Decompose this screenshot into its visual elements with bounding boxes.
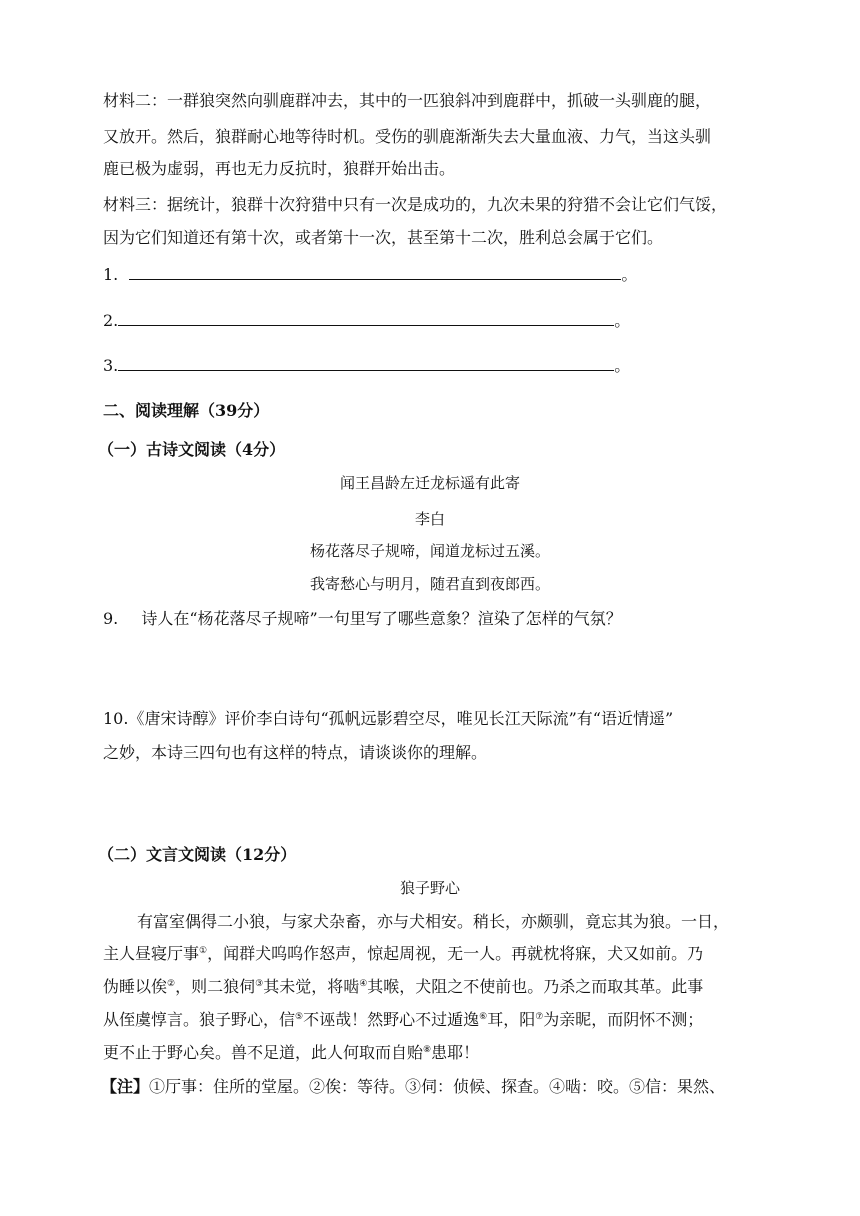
footnote-marker: ③ (255, 979, 264, 989)
answer-line-2 (103, 311, 630, 331)
poem-line: 杨花落尽子规啼，闻道龙标过五溪。 (309, 542, 550, 560)
question-number: 9. (103, 609, 119, 628)
answer-line-3 (103, 356, 630, 376)
answer-number: 3. (103, 356, 119, 375)
text-run: 患耶！ (431, 1043, 480, 1062)
footnote-marker: ⑦ (535, 1012, 544, 1022)
text-run: 从侄虞惇言。狼子野心，信 (103, 1010, 296, 1029)
answer-end: 。 (621, 265, 638, 284)
footnote-marker: ⑧ (423, 1045, 432, 1055)
text-run: 伪睡以俟 (103, 977, 168, 996)
classical-text-line: 有富室偶得二小狼，与家犬杂畜，亦与犬相安。稍长，亦颇驯，竟忘其为狼。一日， (137, 912, 730, 931)
text-run: 耳，阳 (487, 1010, 536, 1029)
classical-text-title: 狼子野心 (399, 879, 460, 897)
question-10-line1: 10.《唐宋诗醇》评价李白诗句“孤帆远影碧空尽，唯见长江天际流”有“语近情遥” (103, 709, 674, 728)
text-run: 其未觉，将啮 (263, 977, 360, 996)
text-run: ，则二狼伺 (175, 977, 256, 996)
classical-text-line (103, 977, 703, 997)
footnote-marker: ⑤ (295, 1012, 304, 1022)
text-run: 其喉，犬阻之不使前也。乃杀之而取其革。此事 (367, 977, 704, 996)
text-run: 不诬哉！然野心不过遁逸 (303, 1010, 480, 1029)
answer-end: 。 (614, 356, 631, 375)
material2-line1: 材料二：一群狼突然向驯鹿群冲去，其中的一匹狼斜冲到鹿群中，抓破一头驯鹿的腿， (103, 91, 712, 110)
answer-number: 1. (103, 265, 119, 284)
footnote-line (101, 1077, 725, 1097)
answer-blank[interactable] (129, 265, 621, 280)
material2-line3: 鹿已极为虚弱，再也无力反抗时，狼群开始出击。 (103, 159, 456, 178)
material2-line2: 又放开。然后，狼群耐心地等待时机。受伤的驯鹿渐渐失去大量血液、力气，当这头驯 (103, 127, 712, 146)
answer-end: 。 (614, 311, 631, 330)
material3-line1: 材料三：据统计，狼群十次狩猎中只有一次是成功的，九次未果的狩猎不会让它们气馁， (103, 195, 728, 214)
text-run: 更不止于野心矣。兽不足道，此人何取而自贻 (103, 1043, 424, 1062)
classical-text-line (103, 1010, 703, 1030)
classical-text-line (103, 1043, 479, 1063)
question-9 (103, 609, 622, 629)
material3-line2: 因为它们知道还有第十次，或者第十一次，甚至第十二次，胜利总会属于它们。 (103, 228, 664, 247)
footnote-marker: ① (199, 946, 208, 956)
text-run: ，闻群犬呜呜作怒声，惊起周视，无一人。再就枕将寐，犬又如前。乃 (207, 944, 704, 963)
question-text: 诗人在“杨花落尽子规啼”一句里写了哪些意象？渲染了怎样的气氛？ (141, 609, 622, 628)
poem-title: 闻王昌龄左迁龙标遥有此寄 (339, 474, 520, 492)
answer-number: 2. (103, 311, 119, 330)
footnote-marker: ⑥ (479, 1012, 488, 1022)
note-text: ①厅事：住所的堂屋。②俟：等待。③伺：侦候、探查。④啮：咬。⑤信：果然、 (149, 1077, 726, 1096)
poem-author: 李白 (414, 510, 445, 528)
note-label: 【注】 (101, 1077, 150, 1096)
answer-line-1 (103, 265, 637, 285)
subsection-heading-poetry: （一）古诗文阅读（4分） (98, 440, 286, 459)
subsection-heading-classical: （二）文言文阅读（12分） (98, 845, 297, 864)
footnote-marker: ④ (359, 979, 368, 989)
classical-text-line (103, 944, 703, 964)
text-run: 为亲昵，而阴怀不测； (543, 1010, 704, 1029)
section-heading: 二、阅读理解（39分） (103, 401, 270, 420)
footnote-marker: ② (167, 979, 176, 989)
text-run: 主人昼寝厅事 (103, 944, 200, 963)
answer-blank[interactable] (118, 311, 614, 326)
answer-blank[interactable] (118, 356, 614, 371)
poem-line: 我寄愁心与明月，随君直到夜郎西。 (309, 575, 550, 593)
question-10-line2: 之妙，本诗三四句也有这样的特点，请谈谈你的理解。 (103, 743, 488, 762)
